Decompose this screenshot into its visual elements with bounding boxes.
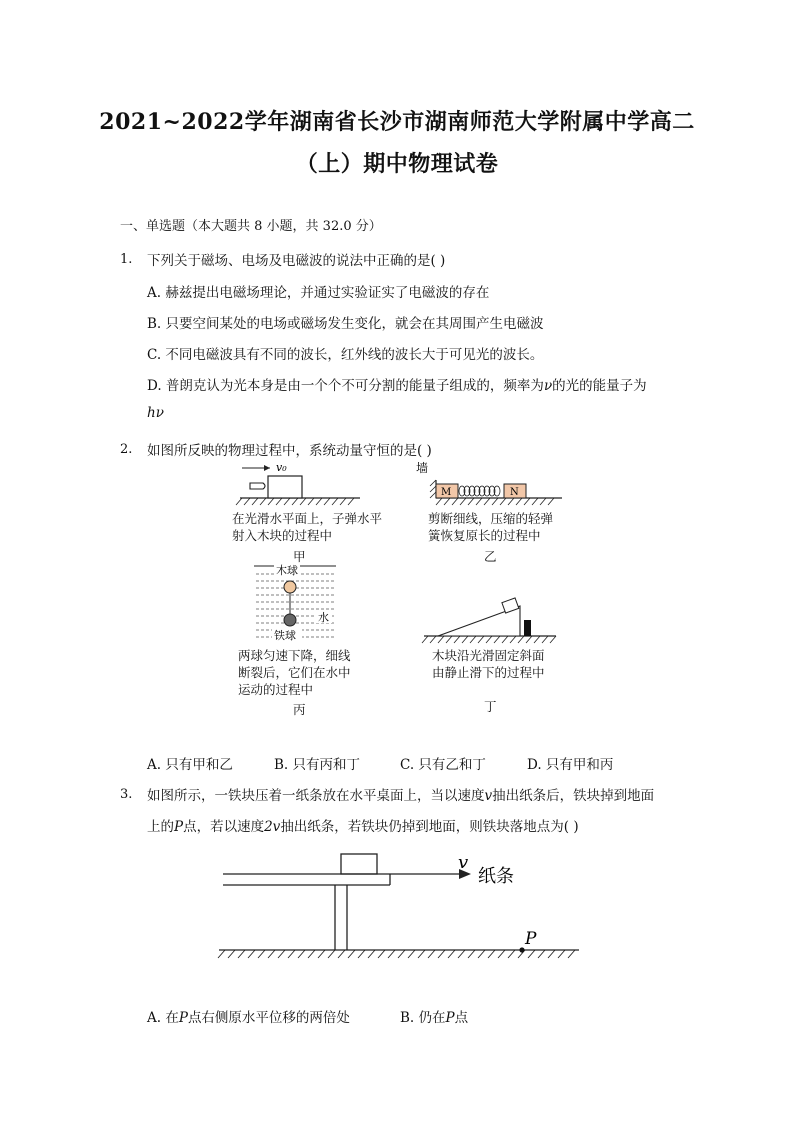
fig-bing-label: 丙 (293, 702, 306, 717)
water-label: 水 (318, 611, 329, 624)
velocity-label: v (458, 852, 469, 873)
block-n-label: N (510, 487, 519, 498)
point-p-label: P (525, 929, 537, 949)
exam-title-line1: 2021~2022学年湖南省长沙市湖南师范大学附属中学高二 (99, 109, 695, 135)
section-heading: 一、单选题（本大题共 8 小题，共 32.0 分） (120, 219, 382, 234)
fig-yi-label: 乙 (484, 549, 497, 564)
q3-diagram (215, 848, 585, 964)
q3-option-a: A. 在P点右侧原水平位移的两倍处 (147, 1010, 350, 1026)
q1-number: 1. (120, 252, 133, 267)
q1-option-c: C. 不同电磁波具有不同的波长，红外线的波长大于可见光的波长。 (147, 347, 544, 363)
fig-yi-caption: 剪断细线，压缩的轻弹 簧恢复原长的过程中 (428, 511, 554, 543)
fig-bing-caption: 两球匀速下降，细线 断裂后，它们在水中 运动的过程中 (238, 648, 351, 697)
fig-ding-label: 丁 (484, 699, 497, 714)
v0-label: v₀ (276, 461, 287, 474)
q3-number: 3. (120, 787, 133, 802)
q2-option-b: B. 只有丙和丁 (274, 757, 361, 773)
q3-stem-line1: 如图所示，一铁块压着一纸条放在水平桌面上，当以速度v抽出纸条后，铁块掉到地面 (147, 788, 655, 804)
paper-strip-label: 纸条 (478, 866, 514, 887)
fig-jia-diagram (230, 458, 370, 508)
wall-label: 墙 (416, 461, 429, 475)
q2-option-d: D. 只有甲和丙 (527, 757, 614, 773)
q3-stem-line2: 上的P点，若以速度2v抽出纸条，若铁块仍掉到地面，则铁块落地点为( ) (147, 819, 579, 835)
q1-option-b: B. 只要空间某处的电场或磁场发生变化，就会在其周围产生电磁波 (147, 316, 544, 332)
exam-title-line2: （上）期中物理试卷 (295, 151, 499, 177)
wood-ball-label: 木球 (276, 564, 298, 577)
fig-jia-caption: 在光滑水平面上，子弹水平 射入木块的过程中 (232, 511, 383, 543)
q2-option-a: A. 只有甲和乙 (147, 757, 233, 773)
fig-yi-diagram (412, 458, 572, 508)
iron-ball-label: 铁球 (274, 629, 296, 642)
q2-number: 2. (120, 442, 133, 457)
q1-option-d: D. 普朗克认为光本身是由一个个不可分割的能量子组成的，频率为ν的光的能量子为 (147, 378, 647, 394)
fig-ding-diagram (420, 570, 560, 646)
q1-option-d-formula: hν (147, 405, 164, 421)
block-m-label: M (441, 487, 452, 498)
q2-stem: 如图所反映的物理过程中，系统动量守恒的是( ) (147, 443, 432, 459)
q1-stem: 下列关于磁场、电场及电磁波的说法中正确的是( ) (147, 253, 446, 269)
fig-bing-diagram (252, 562, 342, 644)
q2-option-c: C. 只有乙和丁 (400, 757, 486, 773)
q1-option-a: A. 赫兹提出电磁场理论，并通过实验证实了电磁波的存在 (147, 285, 490, 301)
fig-jia-label: 甲 (293, 549, 306, 564)
fig-ding-caption: 木块沿光滑固定斜面 由静止滑下的过程中 (432, 648, 545, 680)
q3-option-b: B. 仍在P点 (400, 1010, 469, 1026)
